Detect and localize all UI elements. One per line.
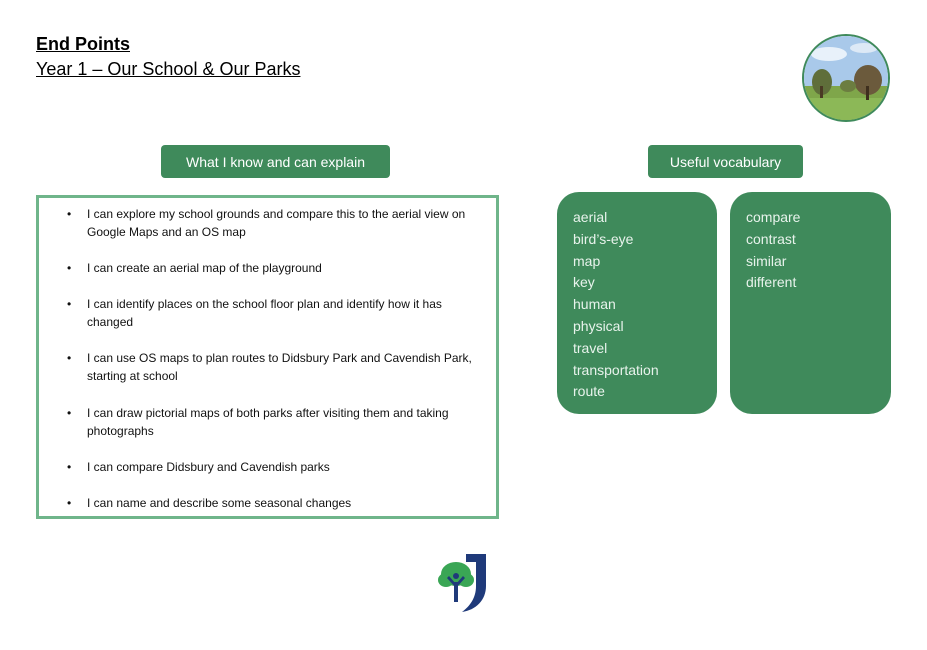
park-photo: [802, 34, 890, 122]
know-item-text: I can draw pictorial maps of both parks after visiting them and taking photographs: [87, 406, 449, 438]
school-logo: [436, 552, 490, 614]
page-title: End Points: [36, 34, 130, 54]
know-list-box: [36, 195, 499, 519]
vocab-word: aerial: [573, 209, 608, 225]
know-list-item: [39, 205, 479, 241]
park-photo-icon: [804, 36, 890, 122]
vocab-word: travel: [573, 339, 608, 356]
vocab-word: bird’s-eye: [573, 230, 634, 247]
page-subtitle: Year 1 – Our School & Our Parks: [36, 59, 301, 79]
school-tree-logo-icon: [436, 552, 490, 614]
know-item-text: I can create an aerial map of the playground: [87, 261, 322, 275]
vocab-word: compare: [746, 209, 801, 225]
vocab-box-right: [730, 192, 891, 414]
vocab-word: route: [573, 383, 605, 400]
know-list-item: [39, 458, 479, 476]
vocab-word: contrast: [746, 230, 796, 247]
bullet-icon: •: [67, 460, 72, 474]
know-item-text: I can identify places on the school floor plan and identify how it has changed: [87, 297, 442, 329]
know-list-item: [39, 494, 479, 512]
know-item-text: I can explore my school grounds and compare this to the aerial view on Google Maps and an OS map: [87, 207, 466, 239]
vocab-word: map: [573, 252, 601, 269]
know-list-item: [39, 259, 479, 277]
bullet-icon: •: [67, 261, 72, 275]
vocab-word: similar: [746, 252, 787, 269]
vocab-word: key: [573, 274, 595, 291]
vocab-word: human: [573, 296, 616, 313]
know-item-text: I can use OS maps to plan routes to Didsbury Park and Cavendish Park, starting at school: [87, 351, 472, 383]
vocab-heading: Useful vocabulary: [648, 145, 803, 178]
know-item-text: I can name and describe some seasonal changes: [87, 496, 352, 510]
vocab-box-left: [557, 192, 717, 414]
bullet-icon: •: [67, 351, 72, 365]
know-item-text: I can compare Didsbury and Cavendish parks: [87, 460, 330, 474]
vocab-word: transportation: [573, 361, 659, 378]
know-list-item: [39, 295, 479, 331]
vocab-word: different: [746, 274, 797, 291]
bullet-icon: •: [67, 297, 72, 311]
vocab-word: physical: [573, 317, 624, 334]
bullet-icon: •: [67, 207, 72, 221]
know-heading: What I know and can explain: [161, 145, 390, 178]
bullet-icon: •: [67, 496, 72, 510]
know-list-item: [39, 404, 479, 440]
know-list-item: [39, 349, 479, 385]
bullet-icon: •: [67, 406, 72, 420]
